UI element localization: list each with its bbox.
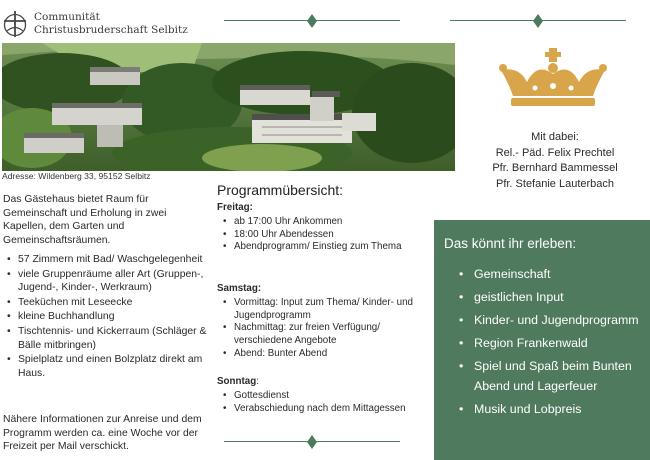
features-list	[3, 253, 208, 381]
list-item: • viele Gruppenräume aller Art (Gruppen-, Jugend-, Kinder-, Werkraum)	[3, 268, 208, 295]
guesthouse-aerial-photo	[2, 43, 455, 171]
diamond-icon	[533, 14, 543, 28]
aerial-photo-illustration	[2, 43, 455, 171]
list-item: • Verabschiedung nach dem Mittagessen	[217, 403, 417, 416]
list-item: • Gemeinschaft	[445, 265, 645, 285]
list-item: • Tischtennis- und Kickerraum (Schläger & Bälle mitbringen)	[3, 325, 208, 352]
cross-circle-icon	[2, 10, 28, 38]
diamond-icon	[307, 14, 317, 28]
list-item: • ab 17:00 Uhr Ankommen	[217, 216, 417, 229]
divider-top-left	[224, 14, 400, 28]
experience-list	[445, 265, 645, 423]
day-label: Sonntag	[217, 376, 257, 387]
participant-name: Rel.- Päd. Felix Prechtel	[495, 146, 615, 159]
list-item: • 57 Zimmern mit Bad/ Waschgelegenheit	[3, 253, 208, 267]
participants-block	[460, 130, 650, 192]
program-saturday	[217, 283, 417, 361]
day-label: Freitag:	[217, 202, 253, 213]
experience-box	[434, 220, 650, 460]
list-item: • Spielplatz und einen Bolzplatz direkt am Haus.	[3, 353, 208, 380]
day-label: Samstag:	[217, 283, 262, 294]
list-item: • Teeküchen mit Leseecke	[3, 296, 208, 310]
divider-bottom	[224, 435, 400, 449]
participant-name: Pfr. Stefanie Lauterbach	[495, 177, 615, 190]
intro-text: Das Gästehaus bietet Raum für Gemeinschaft und Erholung in zwei Kapellen, dem Garten und Gemeinschaftsräumen.	[3, 194, 167, 246]
logo-text	[34, 11, 188, 37]
list-item: • Spiel und Spaß beim Bunten Abend und Lagerfeuer	[445, 357, 645, 396]
program-title: Programmübersicht:	[217, 182, 344, 198]
list-item: • Region Frankenwald	[445, 334, 645, 354]
list-item: • geistlichen Input	[445, 288, 645, 308]
experience-title: Das könnt ihr erleben:	[444, 236, 577, 251]
logo	[2, 10, 188, 38]
outro-text: Nähere Informationen zur Anreise und dem Programm werden ca. eine Woche vor der Freizeit per Mail verschickt.	[3, 414, 202, 453]
list-item: • Vormittag: Input zum Thema/ Kinder- und Jugendprogramm	[217, 297, 417, 323]
crown-icon	[497, 48, 609, 108]
list-item: • Abendprogramm/ Einstieg zum Thema	[217, 241, 417, 254]
diamond-icon	[307, 435, 317, 449]
day-label-colon: :	[256, 376, 259, 387]
list-item: • Musik und Lobpreis	[445, 400, 645, 420]
participants-heading: Mit dabei:	[531, 131, 579, 143]
list-item: • Abend: Bunter Abend	[217, 348, 417, 361]
participant-name: Pfr. Bernhard Bammessel	[492, 162, 618, 174]
address: Adresse: Wildenberg 33, 95152 Selbitz	[2, 171, 151, 181]
list-item: • Nachmittag: zur freien Verfügung/ verschiedene Angebote	[217, 322, 417, 348]
divider-top-right	[450, 14, 626, 28]
list-item: • 18:00 Uhr Abendessen	[217, 229, 417, 242]
day-label-row	[217, 376, 417, 389]
program-sunday	[217, 376, 417, 415]
program-friday	[217, 202, 417, 254]
logo-line-2: Christusbruderschaft Selbitz	[34, 24, 188, 36]
list-item: • Kinder- und Jugendprogramm	[445, 311, 645, 331]
list-item: • kleine Buchhandlung	[3, 310, 208, 324]
logo-line-1: Communität	[34, 11, 100, 23]
list-item: • Gottesdienst	[217, 390, 417, 403]
